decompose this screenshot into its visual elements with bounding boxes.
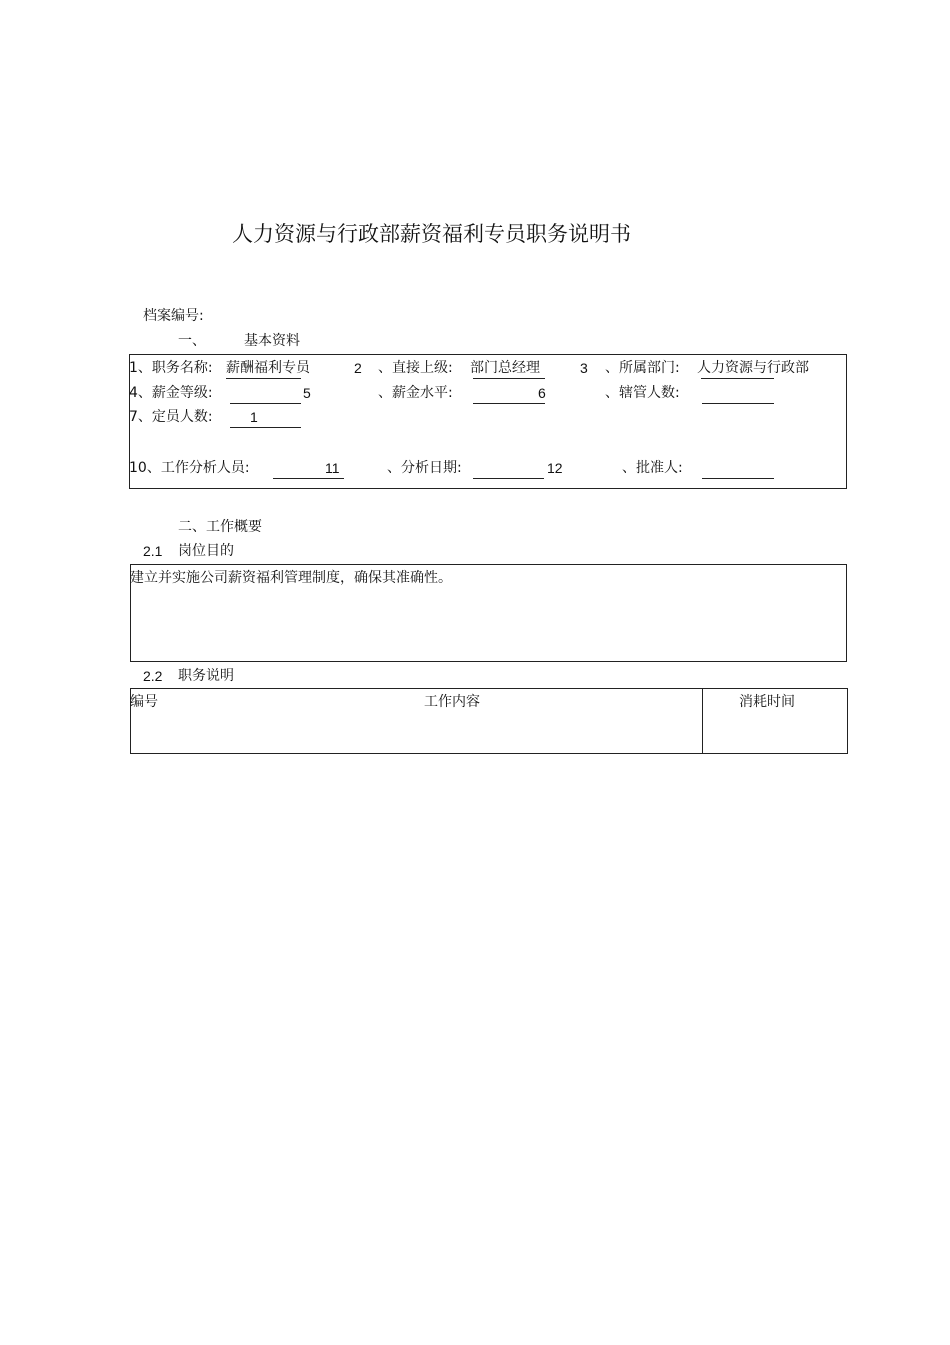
subordinates-underline (702, 403, 774, 404)
subordinates-label: 、辖管人数: (605, 385, 680, 401)
analysis-date-label: 、分析日期: (387, 460, 462, 476)
department-value: 人力资源与行政部 (697, 360, 809, 376)
item3-number: 3 (580, 360, 588, 376)
item6-number: 6 (538, 385, 546, 401)
item11-number: 11 (325, 460, 340, 476)
page-title: 人力资源与行政部薪资福利专员职务说明书 (232, 222, 631, 246)
approver-underline (702, 478, 774, 479)
s22-number: 2.2 (143, 668, 163, 684)
duty-table-divider (702, 688, 703, 754)
s22-title: 职务说明 (178, 668, 234, 684)
duty-col-content: 工作内容 (424, 694, 480, 710)
salary-level-underline (473, 403, 545, 404)
duty-col-time: 消耗时间 (739, 694, 795, 710)
analyst-label: 10、工作分析人员: (129, 460, 250, 476)
item12-number: 12 (547, 460, 563, 476)
headcount-label: 7、定员人数: (129, 409, 213, 425)
supervisor-value: 部门总经理 (470, 360, 540, 376)
headcount-value: 1 (250, 409, 258, 425)
supervisor-label: 、直接上级: (378, 360, 453, 376)
item5-number: 5 (303, 385, 311, 401)
job-title-underline (226, 378, 301, 379)
headcount-underline (230, 427, 301, 428)
approver-label: 、批准人: (622, 460, 683, 476)
analysis-date-underline (473, 478, 544, 479)
s21-number: 2.1 (143, 543, 163, 559)
section2-title: 二、工作概要 (178, 519, 262, 535)
salary-grade-underline (230, 403, 301, 404)
duty-col-number: 编号 (130, 694, 158, 710)
section1-title: 基本资料 (244, 333, 300, 349)
section1-number: 一、 (178, 333, 206, 349)
salary-grade-label: 4、薪金等级: (129, 385, 213, 401)
item2-number: 2 (354, 360, 362, 376)
job-title-label: 1、职务名称: (129, 360, 213, 376)
salary-level-label: 、薪金水平: (378, 385, 453, 401)
file-number-label: 档案编号: (143, 308, 204, 324)
analyst-underline (273, 478, 344, 479)
department-underline (701, 378, 774, 379)
supervisor-underline (473, 378, 545, 379)
department-label: 、所属部门: (605, 360, 680, 376)
purpose-text: 建立并实施公司薪资福利管理制度，确保其准确性。 (130, 570, 452, 586)
s21-title: 岗位目的 (178, 543, 234, 559)
job-title-value: 薪酬福利专员 (226, 360, 310, 376)
